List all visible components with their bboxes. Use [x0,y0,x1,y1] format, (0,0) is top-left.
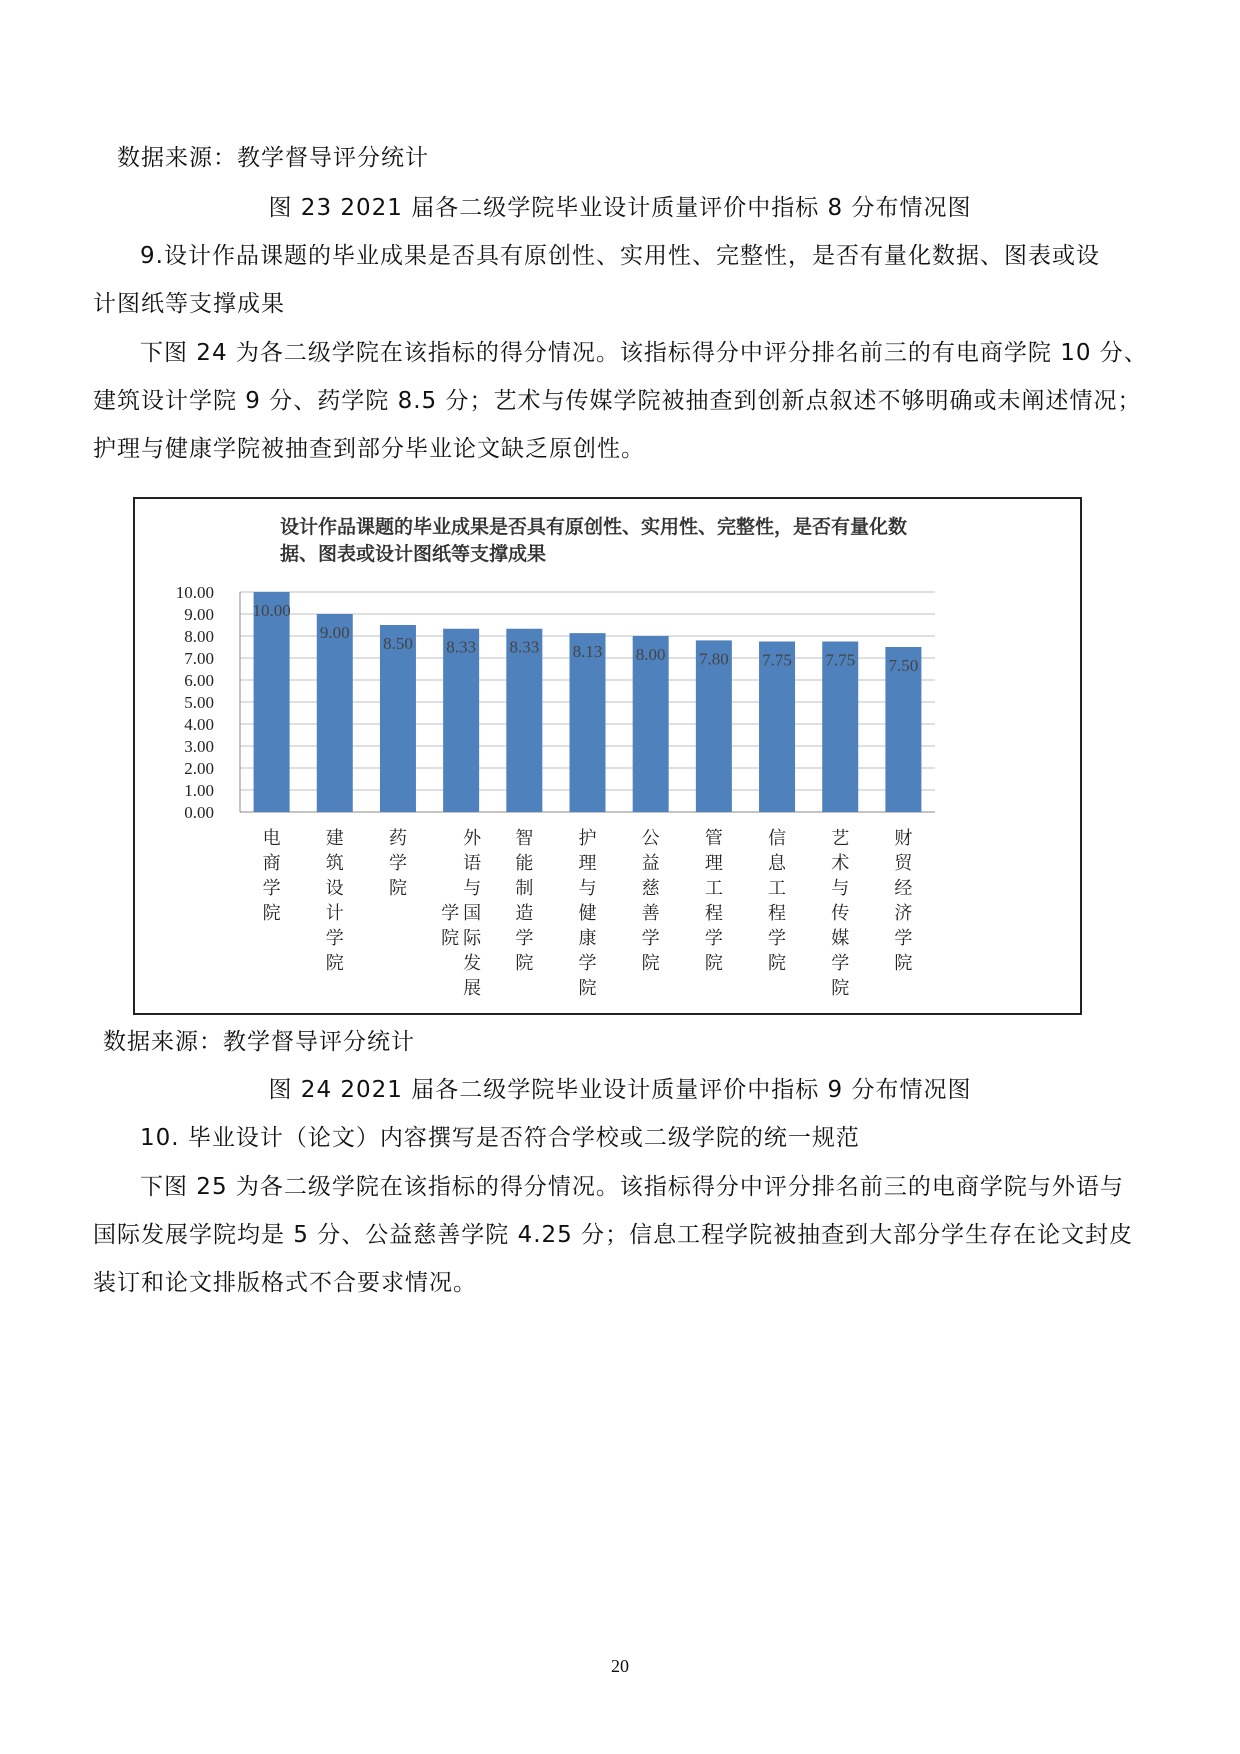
paragraph-2-line-3: 装订和论文排版格式不合要求情况。 [93,1270,477,1296]
y-tick-label: 1.00 [184,781,214,800]
y-tick-label: 9.00 [184,605,214,624]
data-label: 8.13 [572,642,603,662]
paragraph-1-line-2: 建筑设计学院 9 分、药学院 8.5 分；艺术与传媒学院被抽查到创新点叙述不够明确或未阐述情况； [93,388,1142,414]
figure-23-caption: 图 23 2021 届各二级学院毕业设计质量评价中指标 8 分布情况图 [268,195,972,221]
y-tick-label: 0.00 [184,803,214,822]
category-label: 财贸经济学院 [894,828,913,974]
data-label: 7.80 [698,649,729,669]
data-source-bottom: 数据来源：教学督导评分统计 [103,1029,415,1055]
chart-title-line-2: 据、图表或设计图纸等支撑成果 [280,543,547,565]
category-label: 艺术与传媒学院 [831,828,850,999]
data-label: 8.50 [383,634,413,653]
category-label: 药学院 [388,828,407,899]
category-label: 管理工程学院 [704,828,723,974]
data-label: 7.75 [825,650,856,670]
y-tick-label: 10.00 [175,583,214,602]
bar [254,592,290,812]
y-tick-label: 7.00 [184,649,214,668]
y-tick-label: 4.00 [184,715,214,734]
item-9-heading-line-2: 计图纸等支撑成果 [93,291,285,317]
category-labels [263,828,914,999]
chart-frame [133,497,1082,1015]
data-label: 8.00 [635,645,666,664]
y-tick-label: 6.00 [184,671,214,690]
item-10-heading: 10. 毕业设计（论文）内容撰写是否符合学校或二级学院的统一规范 [140,1125,860,1151]
category-label: 公益慈善学院 [641,828,660,974]
chart-title-line-1: 设计作品课题的毕业成果是否具有原创性、实用性、完整性，是否有量化数 [280,516,908,538]
category-label: 电商学院 [262,828,281,924]
y-tick-label: 8.00 [184,627,214,646]
category-label: 建筑设计学院 [325,828,344,974]
y-tick-label: 2.00 [184,759,214,778]
paragraph-1-line-3: 护理与健康学院被抽查到部分毕业论文缺乏原创性。 [93,436,645,462]
item-9-heading-line-1: 9.设计作品课题的毕业成果是否具有原创性、实用性、完整性，是否有量化数据、图表或设 [140,243,1100,269]
y-tick-label: 3.00 [184,737,214,756]
figure-24-caption: 图 24 2021 届各二级学院毕业设计质量评价中指标 9 分布情况图 [268,1077,972,1103]
category-label: 信息工程学院 [768,828,787,974]
paragraph-1-line-1: 下图 24 为各二级学院在该指标的得分情况。该指标得分中评分排名前三的有电商学院 10 分、 [140,340,1148,366]
category-label: 护理与健康学院 [578,828,597,999]
data-label: 8.33 [509,637,540,657]
data-source-top: 数据来源：教学督导评分统计 [117,145,429,171]
page-number: 20 [611,1656,629,1676]
paragraph-2-line-2: 国际发展学院均是 5 分、公益慈善学院 4.25 分；信息工程学院被抽查到大部分学生存在论文封皮 [93,1222,1134,1248]
data-label: 8.33 [446,637,477,657]
data-label: 10.00 [252,601,291,620]
bar [380,625,416,812]
bar [317,614,353,812]
data-label: 7.75 [762,650,792,670]
data-label: 9.00 [319,623,350,642]
paragraph-2-line-1: 下图 25 为各二级学院在该指标的得分情况。该指标得分中评分排名前三的电商学院与外语与 [140,1174,1124,1200]
y-axis-ticks [176,583,214,822]
category-label: 智能制造学院 [515,828,534,974]
category-label: 外语与国际发展学院 [441,828,482,999]
bar-chart [135,499,1080,1013]
y-tick-label: 5.00 [184,693,214,712]
data-label: 7.50 [888,656,919,675]
